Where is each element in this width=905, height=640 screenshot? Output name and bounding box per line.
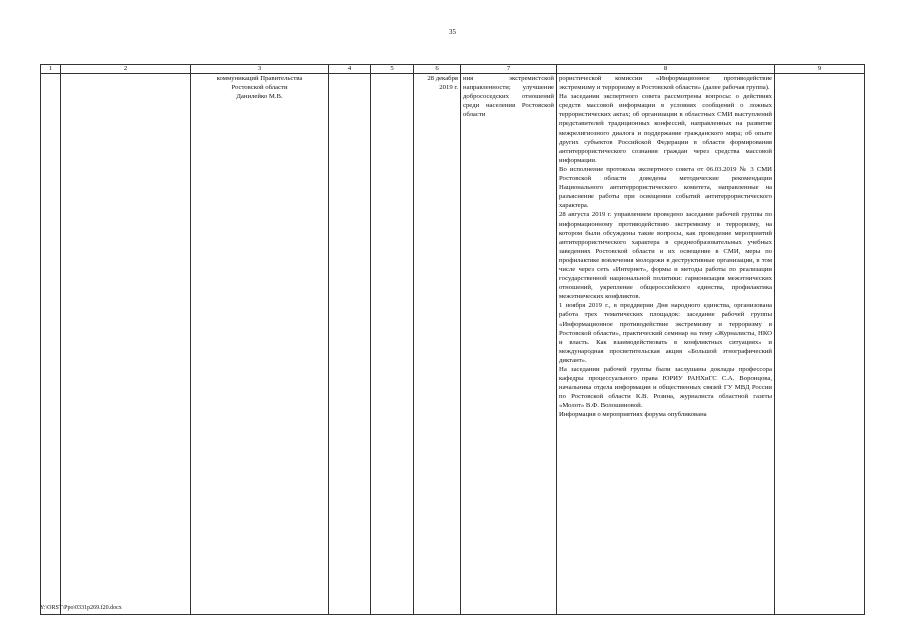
- deadline-line: 28 декабря: [427, 75, 458, 82]
- responsible-line: коммуникаций Правительства: [216, 75, 303, 82]
- page-number: 35: [449, 28, 456, 36]
- deadline-line: 2019 г.: [439, 84, 458, 92]
- col-header-4: 4: [329, 65, 371, 74]
- cell-col5: [371, 74, 414, 615]
- cell-results: [557, 74, 775, 615]
- result-paragraph: Во исполнение протокола экспертного совета от 06.03.2019 № 3 СМИ Ростовской области доведены методические рекомендации Национального антитеррористического комитета, направленные на разъяснение работы при освещении событий антитеррористического характера.: [559, 165, 772, 210]
- col-header-5: 5: [371, 65, 414, 74]
- data-table: [40, 64, 865, 615]
- result-paragraph: Информация о мероприятиях форума опубликована: [559, 411, 707, 419]
- footer-file-path: Y:\ORST\Ppo\0331p269.f20.docx: [40, 605, 122, 611]
- cell-col4: [329, 74, 371, 615]
- cell-col1: [41, 74, 61, 615]
- header-row: [41, 65, 865, 74]
- cell-responsible: [191, 74, 329, 615]
- result-paragraph: 28 августа 2019 г. управлением проведено заседание рабочей группы по информационному противодействию экстремизму и терроризму, на котором были обсуждены такие вопросы, как проведение мероприятий антитеррористического характера в среднеобразовательных учебных заведениях Ростовской области и их освещение в СМИ, меры по профилактике вовлечения молодежи в деструктивные организации, в том числе через сеть «Интернет», формы и методы работы по реализации государственной национальной политики: гармонизация межэтнических отношений, укрепление общероссийского единства, профилактика межэтнических конфликтов.: [559, 211, 772, 301]
- cell-col2: [61, 74, 191, 615]
- col-header-3: 3: [191, 65, 329, 74]
- result-paragraph: На заседании рабочей группы были заслушаны доклады профессора кафедры процессуального права ЮРИУ РАНХиГС С.А. Воронцова, начальника отдела информации и общественных связей ГУ МВД России по Ростовской области К.В. Розина, журналиста областной газеты «Молот» В.Ф. Волошиновой.: [559, 366, 772, 410]
- result-paragraph: На заседании экспертного совета рассмотрены вопросы: о действиях средств массовой информации в условиях сообщений о ложных террористических актах; об организации в областных СМИ выступлений представителей традиционных конфессий, направленных на развитие межрелигиозного диалога и поддержание гражданского мира; об опыте других субъектов Российской Федерации в области формирования антитеррористического сознания граждан через средства массовой информации.: [559, 93, 772, 164]
- table-row: [41, 74, 865, 615]
- cell-col9: [775, 74, 865, 615]
- cell-goals: ния экстремистской направленности; улучшение добрососедских отношений среди населения Ростовской области: [461, 74, 557, 615]
- col-header-8: 8: [557, 65, 775, 74]
- cell-deadline: [414, 74, 461, 615]
- result-paragraph: 1 ноября 2019 г., в преддверии Дня народного единства, организована работа трех тематических площадок: заседание рабочей группы «Информационное противодействие экстремизму и терроризму в Ростовской области», практический семинар на тему «Журналисты, НКО и власть. Как взаимодействовать в конфликтных ситуациях» и международная просветительская акция «Большой этнографический диктант».: [559, 302, 772, 364]
- result-paragraph: рористической комиссии «Информационное противодействие экстремизму и терроризму в Ростовской области» (далее рабочая группа).: [559, 75, 772, 92]
- col-header-2: 2: [61, 65, 191, 74]
- responsible-line: Данилейко М.В.: [236, 93, 283, 101]
- responsible-line: Ростовской области: [231, 84, 288, 92]
- col-header-6: 6: [414, 65, 461, 74]
- col-header-7: 7: [461, 65, 557, 74]
- col-header-1: 1: [41, 65, 61, 74]
- col-header-9: 9: [775, 65, 865, 74]
